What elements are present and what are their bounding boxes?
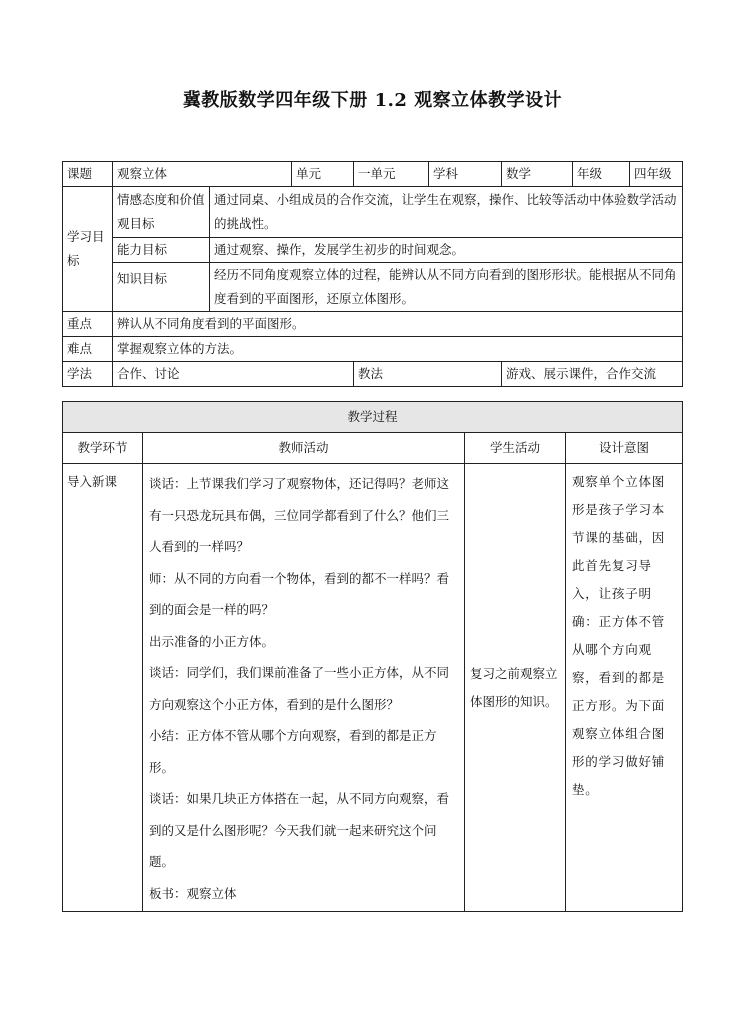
header-teacher: 教师活动 [143, 433, 465, 464]
teacher-line: 谈话：如果几块正方体搭在一起，从不同方向观察，看到的又是什么图形呢？今天我们就一起来研究这个问题。 [149, 791, 450, 869]
process-row-intro [63, 464, 683, 912]
teacher-activity-cell [143, 464, 465, 912]
method-row [63, 362, 683, 387]
key-point-label: 重点 [63, 312, 113, 337]
study-method-label: 学法 [63, 362, 113, 387]
subject-label: 学科 [429, 162, 502, 187]
process-header-row [63, 433, 683, 464]
teach-method-value: 游戏、展示课件，合作交流 [502, 362, 683, 387]
header-intent: 设计意图 [566, 433, 683, 464]
topic-row [63, 162, 683, 187]
stage-cell: 导入新课 [63, 464, 143, 912]
key-point-row [63, 312, 683, 337]
goal-text-knowledge: 经历不同角度观察立体的过程，能辨认从不同方向看到的图形形状。能根据从不同角度看到的平面图形，还原立体图形。 [210, 263, 683, 312]
student-activity-cell: 复习之前观察立体图形的知识。 [465, 464, 566, 912]
document-title: 冀教版数学四年级下册 1.2 观察立体教学设计 [182, 90, 563, 111]
teacher-line: 师：从不同的方向看一个物体，看到的都不一样吗？看到的面会是一样的吗？ [149, 570, 450, 617]
process-banner-row [63, 402, 683, 433]
difficulty-label: 难点 [63, 337, 113, 362]
unit-label: 单元 [292, 162, 354, 187]
goal-row-knowledge [63, 263, 683, 312]
teacher-line: 小结：正方体不管从哪个方向观察，看到的都是正方形。 [149, 728, 437, 775]
goal-label-attitude: 情感态度和价值观目标 [113, 187, 210, 238]
goal-row-attitude [63, 187, 683, 238]
difficulty-value: 掌握观察立体的方法。 [113, 337, 683, 362]
process-banner: 教学过程 [63, 402, 683, 433]
teach-method-label: 教法 [354, 362, 502, 387]
teaching-process-table [62, 401, 683, 912]
lesson-info-table [62, 161, 683, 387]
goal-text-ability: 通过观察、操作，发展学生初步的时间观念。 [210, 238, 683, 263]
goals-label: 学习目标 [63, 187, 113, 312]
teacher-line: 谈话：上节课我们学习了观察物体，还记得吗？老师这有一只恐龙玩具布偶，三位同学都看到了什么？他们三人看到的一样吗？ [149, 476, 450, 554]
topic-label: 课题 [63, 162, 113, 187]
difficulty-row [63, 337, 683, 362]
teacher-line: 出示准备的小正方体。 [149, 633, 275, 649]
subject-value: 数学 [502, 162, 573, 187]
study-method-value: 合作、讨论 [113, 362, 354, 387]
design-intent-cell: 观察单个立体图形是孩子学习本节课的基础，因此首先复习导入，让孩子明确：正方体不管从哪个方向观察，看到的都是正方形。为下面观察立体组合图形的学习做好铺垫。 [566, 464, 683, 912]
unit-value: 一单元 [354, 162, 429, 187]
header-stage: 教学环节 [63, 433, 143, 464]
grade-value: 四年级 [630, 162, 683, 187]
header-student: 学生活动 [465, 433, 566, 464]
goal-label-ability: 能力目标 [113, 238, 210, 263]
grade-label: 年级 [573, 162, 630, 187]
goal-text-attitude: 通过同桌、小组成员的合作交流，让学生在观察，操作、比较等活动中体验数学活动的挑战性。 [210, 187, 683, 238]
goal-label-knowledge: 知识目标 [113, 263, 210, 312]
teacher-line: 谈话：同学们，我们课前准备了一些小正方体，从不同方向观察这个小正方体，看到的是什么图形？ [149, 665, 450, 712]
topic-value: 观察立体 [113, 162, 292, 187]
goal-row-ability [63, 238, 683, 263]
teacher-line: 板书：观察立体 [149, 885, 237, 901]
key-point-value: 辨认从不同角度看到的平面图形。 [113, 312, 683, 337]
